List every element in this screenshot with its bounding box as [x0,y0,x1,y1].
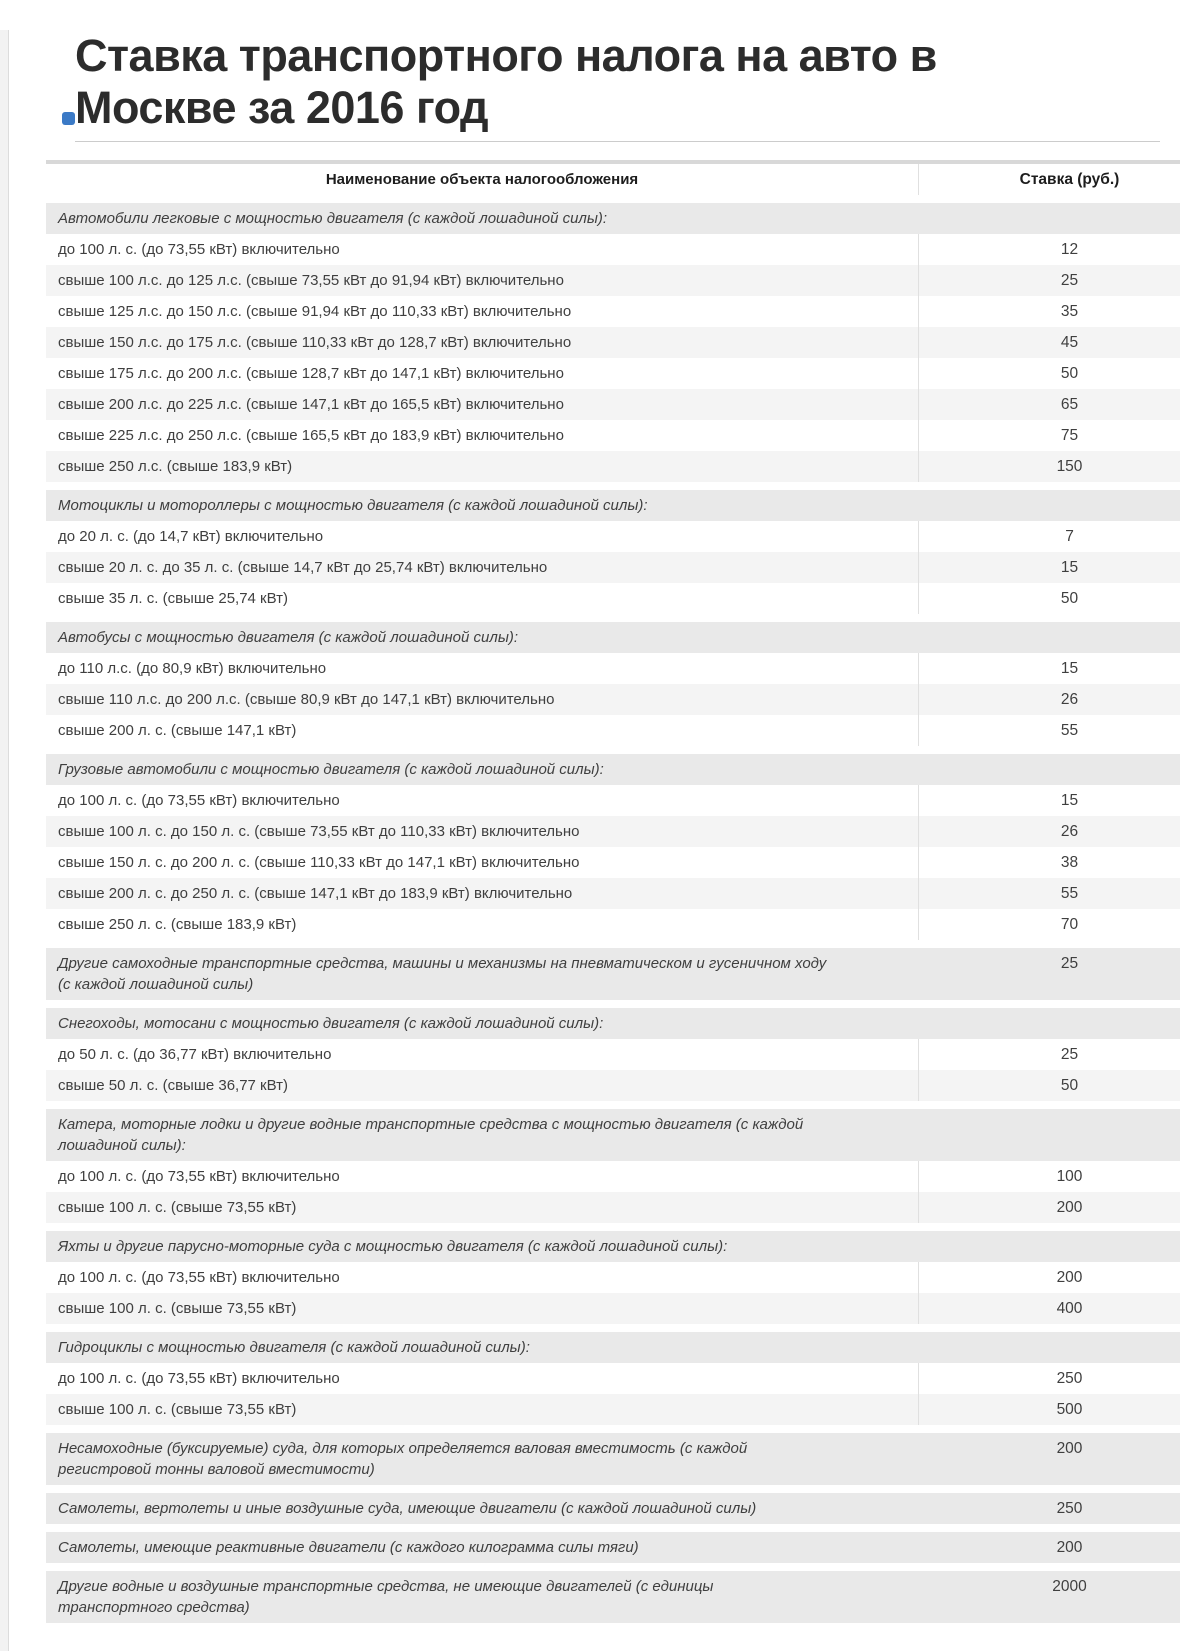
row-label: Несамоходные (буксируемые) суда, для которых определяется валовая вместимость (с каждой регистровой тонны валовой вместимости) [58,1440,748,1478]
row-label: Яхты и другие парусно-моторные суда с мощностью двигателя (с каждой лошадиной силы): [58,1238,728,1255]
table-header-row [46,164,1180,195]
row-label: свыше 125 л.с. до 150 л.с. (свыше 91,94 кВт до 110,33 кВт) включительно [58,303,572,320]
row-rate-value: 200 [1056,1269,1083,1286]
section-row [46,1571,1180,1623]
tax-rate-table [46,160,1180,1623]
row-label: Автомобили легковые с мощностью двигателя (с каждой лошадиной силы): [58,210,608,227]
section-row [46,1493,1180,1524]
row-label-cell [46,622,919,653]
row-label: до 50 л. с. (до 36,77 кВт) включительно [58,1046,332,1063]
row-label-cell [46,1231,919,1262]
table-row [46,1192,1180,1223]
row-label: до 20 л. с. (до 14,7 кВт) включительно [58,528,324,545]
row-label-cell [46,327,919,358]
table-row [46,684,1180,715]
row-label-cell [46,490,919,521]
column-header-rate: Ставка (руб.) [1019,171,1120,188]
section-row [46,754,1180,785]
row-label: свыше 100 л. с. (свыше 73,55 кВт) [58,1300,297,1317]
section-row [46,490,1180,521]
row-label: свыше 250 л.с. (свыше 183,9 кВт) [58,458,293,475]
row-rate-value: 15 [1060,559,1079,576]
row-label-cell [46,1394,919,1425]
table-row [46,785,1180,816]
row-label-cell [46,552,919,583]
row-rate-value: 200 [1056,1199,1083,1216]
row-rate-value: 70 [1060,916,1079,933]
row-label-cell [46,1332,919,1363]
row-rate-value: 25 [1060,272,1079,289]
table-row [46,451,1180,482]
row-rate-value: 250 [1056,1500,1083,1517]
row-rate-value: 7 [1065,528,1074,545]
page-left-edge [0,30,9,1651]
table-row [46,1363,1180,1394]
table-row [46,878,1180,909]
table-row [46,327,1180,358]
row-rate-value: 65 [1060,396,1079,413]
page-title [75,30,1180,134]
row-label-cell [46,358,919,389]
table-row [46,358,1180,389]
section-row [46,1231,1180,1262]
table-row [46,909,1180,940]
section-row [46,203,1180,234]
section-row [46,1332,1180,1363]
row-rate-value: 150 [1056,458,1083,475]
table-row [46,296,1180,327]
row-label-cell [46,234,919,265]
row-label: до 100 л. с. (до 73,55 кВт) включительно [58,1269,340,1286]
row-rate-value: 500 [1056,1401,1083,1418]
table-row [46,1039,1180,1070]
table-row [46,1161,1180,1192]
row-label-cell [46,1109,919,1161]
row-label: до 100 л. с. (до 73,55 кВт) включительно [58,241,340,258]
row-label: Катера, моторные лодки и другие водные транспортные средства с мощностью двигателя (с каждой лошадиной силы): [58,1116,804,1154]
row-label-cell [46,583,919,614]
row-label-cell [46,296,919,327]
row-label: свыше 50 л. с. (свыше 36,77 кВт) [58,1077,288,1094]
row-label: Грузовые автомобили с мощностью двигателя (с каждой лошадиной силы): [58,761,604,778]
row-rate-value: 15 [1060,792,1079,809]
row-rate-value: 55 [1060,722,1079,739]
row-label-cell [46,1433,919,1485]
row-label: Гидроциклы с мощностью двигателя (с каждой лошадиной силы): [58,1339,530,1356]
row-label: свыше 20 л. с. до 35 л. с. (свыше 14,7 кВт до 25,74 кВт) включительно [58,559,548,576]
table-row [46,653,1180,684]
row-label-cell [46,684,919,715]
row-label-cell [46,785,919,816]
row-label-cell [46,847,919,878]
row-label: Автобусы с мощностью двигателя (с каждой лошадиной силы): [58,629,519,646]
row-label: свыше 200 л. с. до 250 л. с. (свыше 147,1 кВт до 183,9 кВт) включительно [58,885,573,902]
row-rate-value: 15 [1060,660,1079,677]
row-rate-value: 25 [1060,1046,1079,1063]
row-label-cell [46,420,919,451]
section-row [46,948,1180,1000]
page-header [75,30,1180,134]
row-label: Мотоциклы и мотороллеры с мощностью двигателя (с каждой лошадиной силы): [58,497,648,514]
table-row [46,847,1180,878]
row-rate-value: 100 [1056,1168,1083,1185]
row-label: свыше 250 л. с. (свыше 183,9 кВт) [58,916,297,933]
row-label: свыше 100 л. с. до 150 л. с. (свыше 73,55 кВт до 110,33 кВт) включительно [58,823,580,840]
table-row [46,816,1180,847]
row-label: Снегоходы, мотосани с мощностью двигателя (с каждой лошадиной силы): [58,1015,604,1032]
row-rate-value: 45 [1060,334,1079,351]
row-label: до 100 л. с. (до 73,55 кВт) включительно [58,1370,340,1387]
row-rate-value: 250 [1056,1370,1083,1387]
row-label: Самолеты, имеющие реактивные двигатели (с каждого килограмма силы тяги) [58,1539,639,1556]
row-label: свыше 100 л. с. (свыше 73,55 кВт) [58,1401,297,1418]
table-row [46,1394,1180,1425]
row-rate-value: 200 [1056,1539,1083,1556]
row-label-cell [46,265,919,296]
row-rate-value: 200 [1056,1440,1083,1457]
table-row [46,583,1180,614]
section-row [46,1109,1180,1161]
row-rate-value: 50 [1060,590,1079,607]
row-rate-value: 38 [1060,854,1079,871]
row-label: свыше 200 л. с. (свыше 147,1 кВт) [58,722,297,739]
row-label-cell [46,1532,919,1563]
row-label-cell [46,878,919,909]
row-label: свыше 175 л.с. до 200 л.с. (свыше 128,7 кВт до 147,1 кВт) включительно [58,365,564,382]
table-row [46,234,1180,265]
row-rate-value: 2000 [1052,1578,1087,1595]
row-rate-value: 35 [1060,303,1079,320]
row-label-cell [46,1493,919,1524]
table-row [46,552,1180,583]
row-label-cell [46,1008,919,1039]
row-label-cell [46,754,919,785]
section-row [46,622,1180,653]
row-label: свыше 200 л.с. до 225 л.с. (свыше 147,1 кВт до 165,5 кВт) включительно [58,396,564,413]
row-label: до 110 л.с. (до 80,9 кВт) включительно [58,660,327,677]
section-row [46,1532,1180,1563]
row-label: Другие водные и воздушные транспортные средства, не имеющие двигателей (с единицы транспортного средства) [58,1578,714,1616]
row-rate-value: 26 [1060,691,1079,708]
row-label: до 100 л. с. (до 73,55 кВт) включительно [58,792,340,809]
row-label-cell [46,1262,919,1293]
row-rate-value: 26 [1060,823,1079,840]
row-label-cell [46,521,919,552]
row-label: Самолеты, вертолеты и иные воздушные суда, имеющие двигатели (с каждой лошадиной силы) [58,1500,757,1517]
row-label-cell [46,1070,919,1101]
row-label-cell [46,653,919,684]
row-rate-value: 55 [1060,885,1079,902]
row-label-cell [46,1571,919,1623]
table-row [46,265,1180,296]
row-label-cell [46,1293,919,1324]
column-header-name [46,164,919,195]
row-rate-value: 25 [1060,955,1079,972]
row-label-cell [46,816,919,847]
table-row [46,389,1180,420]
row-label: до 100 л. с. (до 73,55 кВт) включительно [58,1168,340,1185]
title-bullet-icon [62,112,75,125]
table-row [46,420,1180,451]
row-label-cell [46,1039,919,1070]
row-label-cell [46,948,919,1000]
row-label-cell [46,1363,919,1394]
table-row [46,521,1180,552]
table-row [46,1262,1180,1293]
row-label-cell [46,715,919,746]
row-label: свыше 110 л.с. до 200 л.с. (свыше 80,9 кВт до 147,1 кВт) включительно [58,691,555,708]
row-rate-value: 12 [1060,241,1079,258]
section-row [46,1433,1180,1485]
row-label: Другие самоходные транспортные средства, машины и механизмы на пневматическом и гусеничном ходу (с каждой лошадиной силы) [58,955,827,993]
title-divider [75,141,1160,142]
table-row [46,1070,1180,1101]
row-rate-value: 50 [1060,365,1079,382]
row-label: свыше 225 л.с. до 250 л.с. (свыше 165,5 кВт до 183,9 кВт) включительно [58,427,564,444]
row-label-cell [46,451,919,482]
row-rate-value: 75 [1060,427,1079,444]
row-label: свыше 150 л. с. до 200 л. с. (свыше 110,33 кВт до 147,1 кВт) включительно [58,854,580,871]
row-label-cell [46,1192,919,1223]
row-label-cell [46,203,919,234]
row-label-cell [46,1161,919,1192]
section-row [46,1008,1180,1039]
page-title-line-2: Москве за 2016 год [75,82,489,133]
row-label: свыше 150 л.с. до 175 л.с. (свыше 110,33 кВт до 128,7 кВт) включительно [58,334,572,351]
table-row [46,1293,1180,1324]
row-label-cell [46,909,919,940]
table-row [46,715,1180,746]
row-label-cell [46,389,919,420]
row-label: свыше 100 л.с. до 125 л.с. (свыше 73,55 кВт до 91,94 кВт) включительно [58,272,564,289]
page-title-line-1: Ставка транспортного налога на авто в [75,30,937,81]
row-rate-value: 50 [1060,1077,1079,1094]
row-rate-value: 400 [1056,1300,1083,1317]
row-label: свыше 35 л. с. (свыше 25,74 кВт) [58,590,288,607]
table-body [46,203,1180,1623]
row-label: свыше 100 л. с. (свыше 73,55 кВт) [58,1199,297,1216]
column-header-name-label: Наименование объекта налогообложения [325,171,639,188]
